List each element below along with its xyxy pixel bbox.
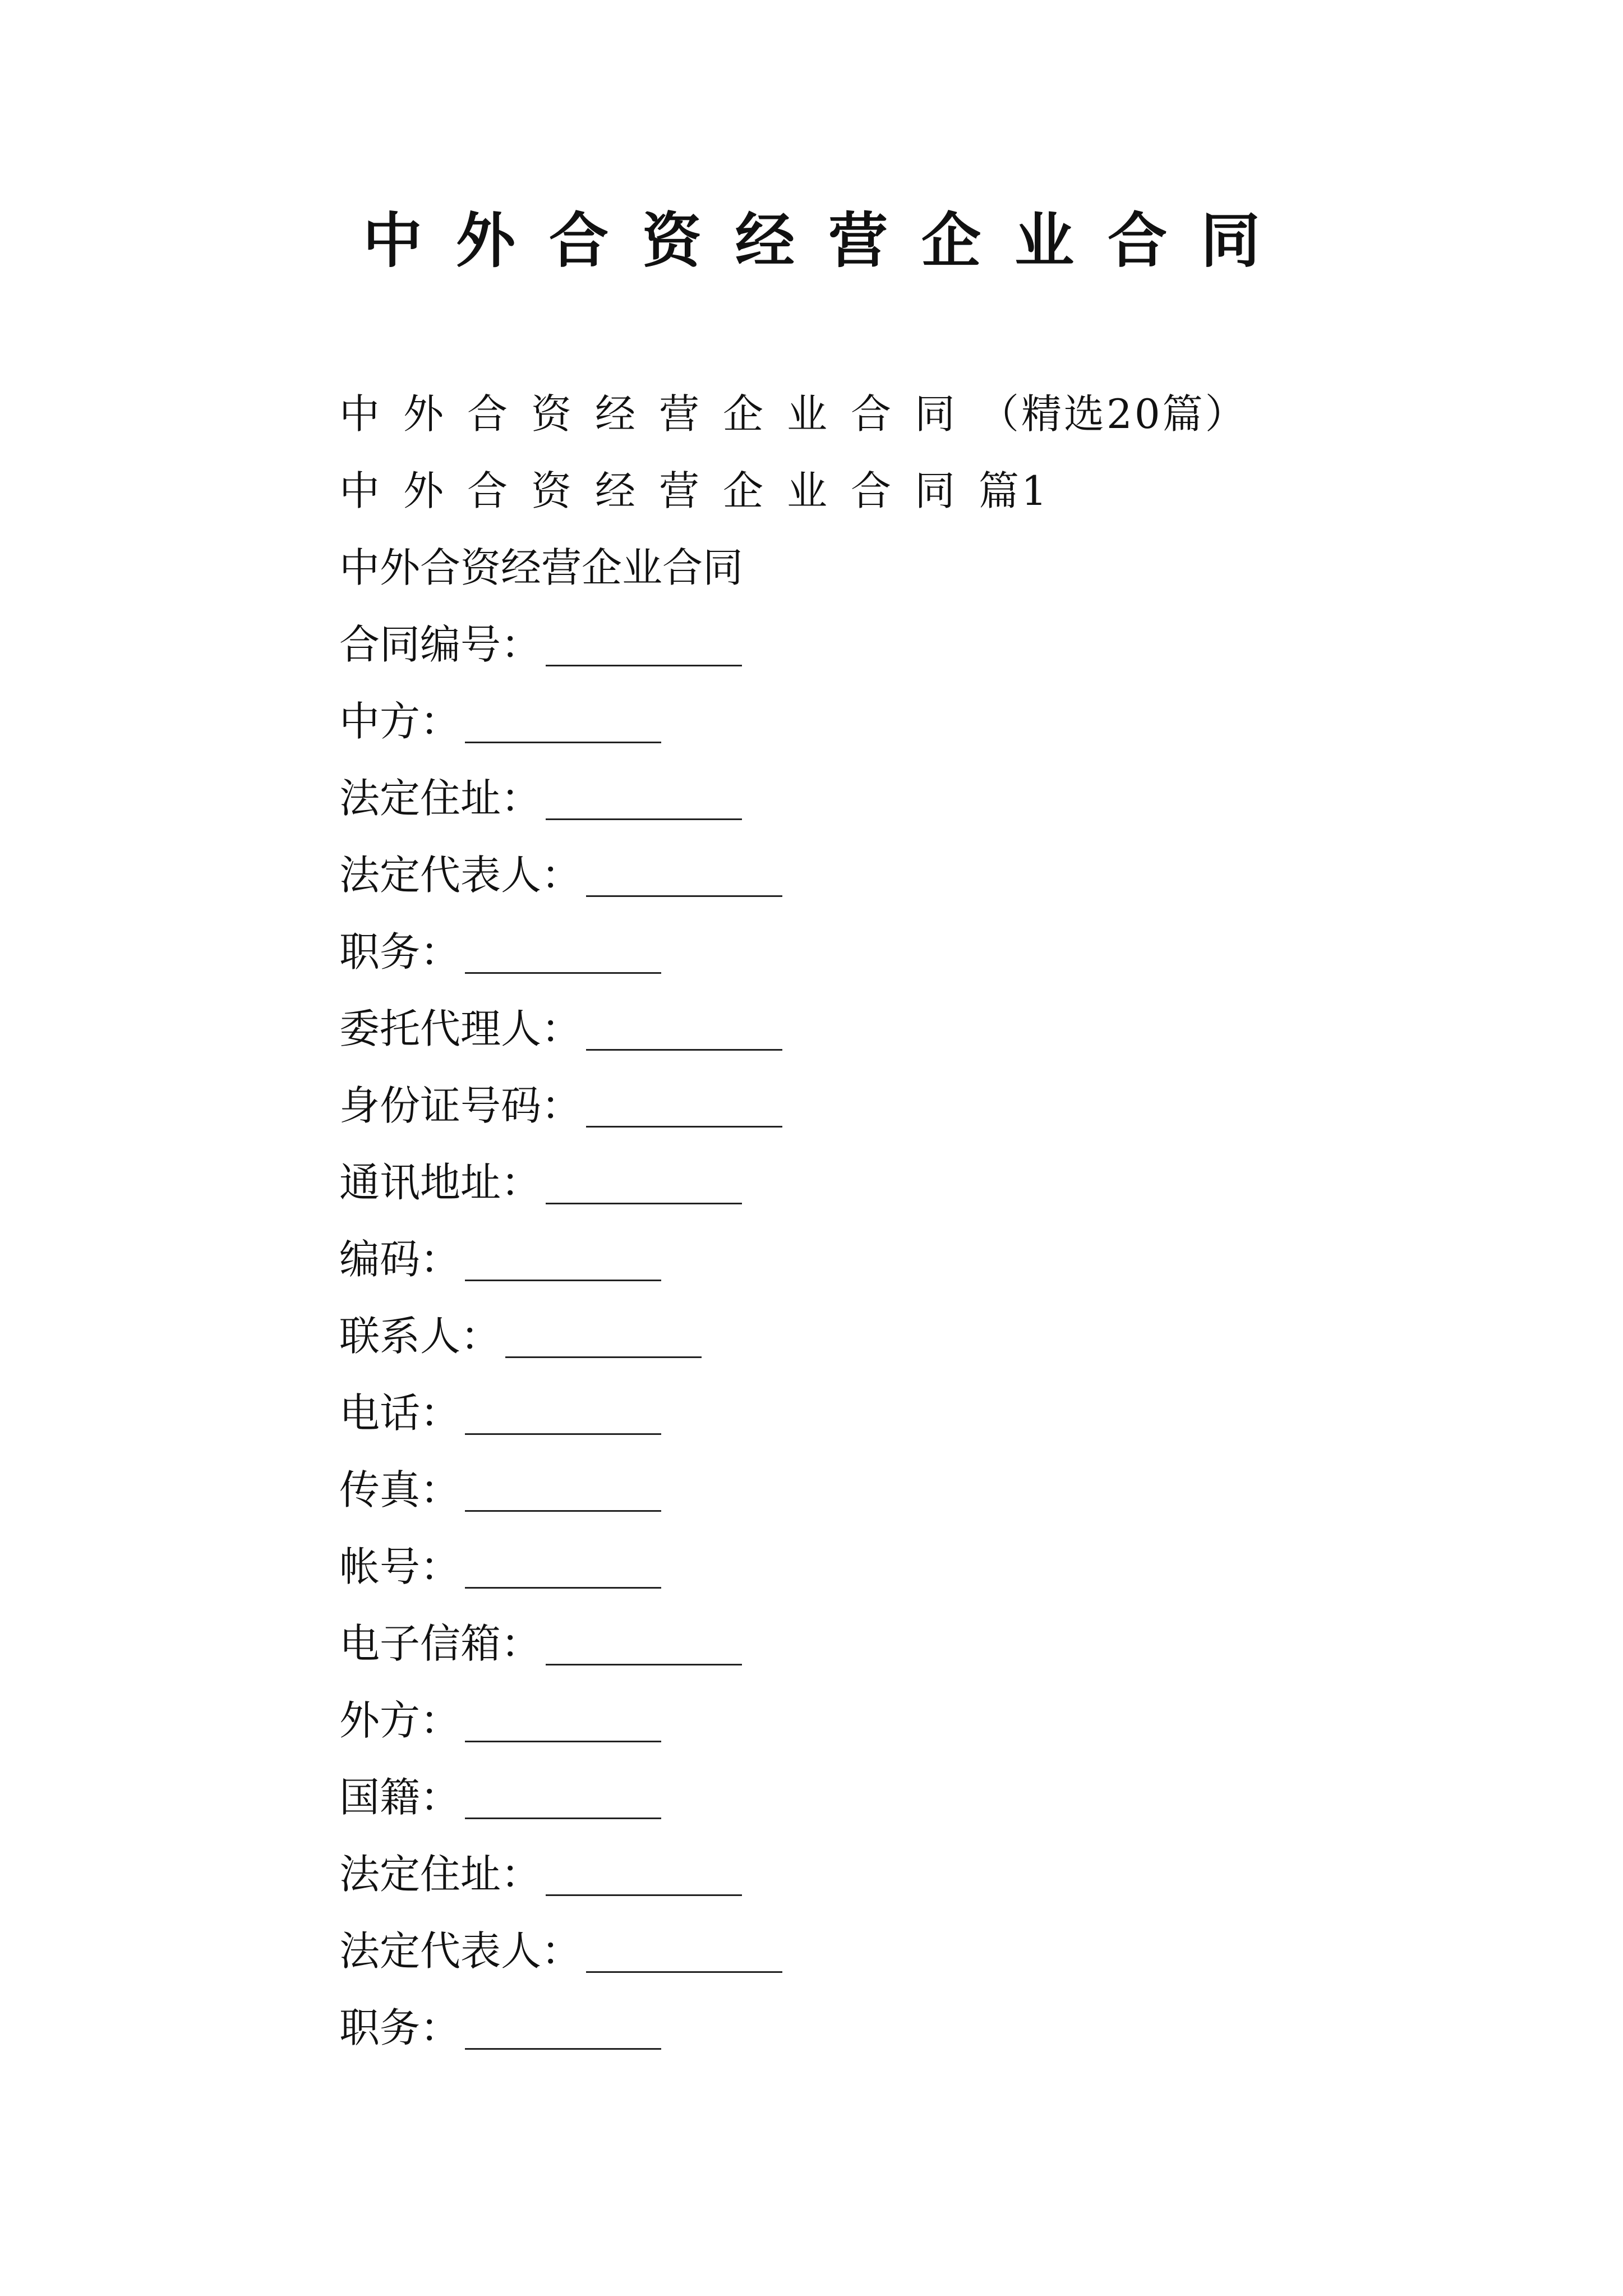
fill-in-blank (465, 1510, 661, 1512)
field-foreign-position (339, 1990, 1461, 2067)
fill-in-blank (465, 972, 661, 974)
fill-in-blank (586, 1049, 782, 1051)
field-chinese-party (339, 683, 1461, 760)
chapter-heading-suffix: 篇1 (979, 467, 1049, 514)
fill-in-blank (505, 1356, 702, 1358)
document-title: 中外合资经营企业合同 (363, 206, 1294, 275)
fill-in-blank (465, 1818, 661, 1819)
fill-in-blank (586, 895, 782, 897)
field-label: 电话： (339, 1389, 461, 1437)
field-fax (339, 1452, 1461, 1529)
field-account-number (339, 1529, 1461, 1605)
field-label: 国籍： (339, 1774, 461, 1821)
field-label: 委托代理人： (339, 1005, 582, 1052)
field-label: 法定代表人： (339, 852, 582, 899)
fill-in-blank (546, 665, 742, 666)
field-contact-person (339, 1298, 1461, 1375)
field-foreign-party (339, 1682, 1461, 1759)
field-label: 法定住址： (339, 1851, 542, 1898)
field-label: 职务： (339, 2004, 461, 2051)
fill-in-blank (546, 818, 742, 820)
field-label: 帐号： (339, 1543, 461, 1590)
fill-in-blank (546, 1894, 742, 1896)
field-foreign-legal-representative (339, 1913, 1461, 1990)
field-label: 身份证号码： (339, 1082, 582, 1129)
chapter-heading-text: 中外合资经营企业合同 (339, 467, 979, 514)
fill-in-blank (586, 1971, 782, 1973)
fill-in-blank (586, 1126, 782, 1128)
field-label: 法定住址： (339, 775, 542, 822)
field-label: 传真： (339, 1466, 461, 1513)
fill-in-blank (465, 2048, 661, 2050)
field-label: 职务： (339, 928, 461, 976)
field-telephone (339, 1375, 1461, 1452)
fill-in-blank (546, 1203, 742, 1204)
fill-in-blank (465, 1587, 661, 1589)
field-foreign-legal-address (339, 1836, 1461, 1913)
field-label: 合同编号： (339, 621, 542, 668)
field-contract-number (339, 606, 1461, 683)
field-label: 电子信箱： (339, 1620, 542, 1667)
fill-in-blank (465, 1741, 661, 1742)
field-label: 通讯地址： (339, 1159, 542, 1206)
chapter-heading (339, 453, 1461, 530)
field-postal-code (339, 1221, 1461, 1298)
field-legal-address (339, 760, 1461, 837)
fill-in-blank (546, 1664, 742, 1665)
field-nationality (339, 1759, 1461, 1836)
field-label: 编码： (339, 1236, 461, 1283)
field-mailing-address (339, 1144, 1461, 1221)
field-label: 中方： (339, 698, 461, 745)
document-body (339, 376, 1461, 2067)
field-authorized-agent (339, 991, 1461, 1068)
field-label: 法定代表人： (339, 1927, 582, 1975)
fill-in-blank (465, 1280, 661, 1281)
fill-in-blank (465, 742, 661, 743)
field-position (339, 914, 1461, 991)
field-email (339, 1605, 1461, 1682)
fill-in-blank (465, 1433, 661, 1435)
field-label: 联系人： (339, 1313, 501, 1360)
collection-heading-suffix: （精选20篇） (979, 390, 1248, 438)
collection-heading (339, 376, 1461, 453)
field-label: 外方： (339, 1697, 461, 1744)
field-legal-representative (339, 837, 1461, 914)
field-id-number (339, 1068, 1461, 1144)
collection-heading-text: 中外合资经营企业合同 (339, 390, 979, 438)
contract-name: 中外合资经营企业合同 (339, 544, 744, 591)
